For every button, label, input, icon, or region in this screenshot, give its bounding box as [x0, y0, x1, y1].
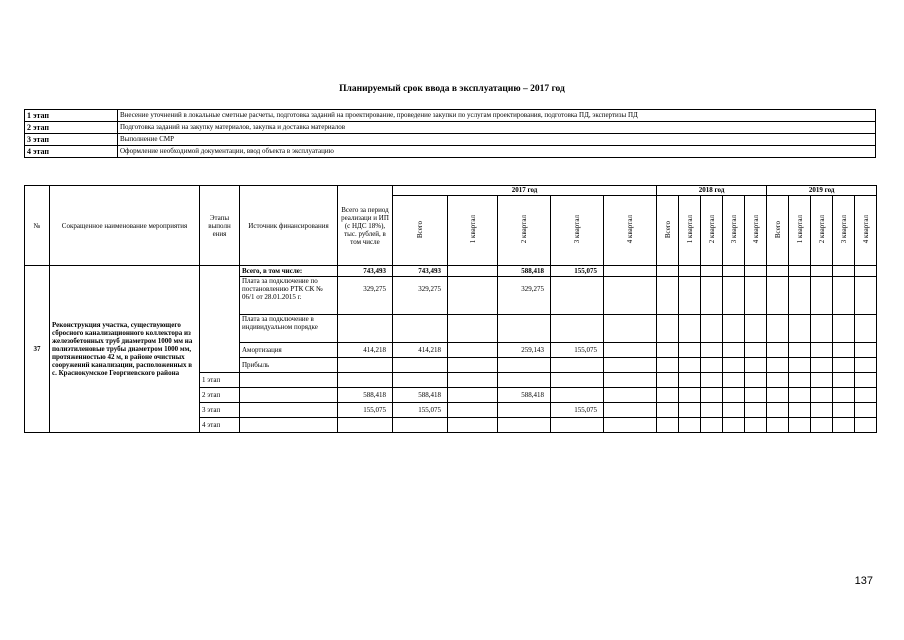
page-number: 137 [854, 575, 873, 587]
cell-2017-q4 [604, 315, 657, 343]
cell-2017-total [393, 358, 448, 373]
cell-2017-q1 [448, 418, 498, 433]
stage-text: Выполнение СМР [118, 134, 876, 146]
col-header-2019-q2: 2 квартал [817, 215, 826, 244]
cell-2017-q4 [604, 358, 657, 373]
source-label: Плата за подключение по постановлению РТК СК № 06/1 от 28.01.2015 г. [240, 277, 338, 315]
cell-2017-q1 [448, 373, 498, 388]
stage-label: 1 этап [200, 373, 240, 388]
col-header-2018-q2: 2 квартал [707, 215, 716, 244]
col-header-2018-total: Всего [663, 220, 672, 239]
cell-total: 329,275 [338, 277, 393, 315]
cell-2017-total: 743,493 [393, 266, 448, 277]
header-row [25, 186, 877, 196]
col-header-2017: 2017 год [393, 186, 657, 196]
cell-2017-q4 [604, 343, 657, 358]
col-header-2018-q3: 3 квартал [729, 215, 738, 244]
stage-cell-empty [200, 266, 240, 373]
col-header-2018-q1: 1 квартал [685, 215, 694, 244]
cell-2017-q2: 259,143 [498, 343, 551, 358]
stage-text: Подготовка заданий на закупку материалов, закупка и доставка материалов [118, 122, 876, 134]
stage-row [25, 122, 876, 134]
cell-2017-q4 [604, 277, 657, 315]
measure-name: Реконструкция участка, существующего сбросного канализационного коллектора из железобетонных труб диаметром 1000 мм на полиэтиленовые трубы диаметром 1000 мм, протяженностью 42 м, в районе очистных сооружений канализации, расположенных в с. Краснокумское Георгиевского района [50, 266, 200, 433]
col-header-2019-q4: 4 квартал [861, 215, 870, 244]
cell-2017-q2 [498, 403, 551, 418]
cell-2017-q3: 155,075 [551, 266, 604, 277]
cell-total: 414,218 [338, 343, 393, 358]
col-header-2018: 2018 год [657, 186, 767, 196]
stage-text: Внесение уточнений в локальные сметные расчеты, подготовка заданий на проектирование, проведение закупки по услугам проектирования, подготовка ПД, экспертизы ПД [118, 110, 876, 122]
stage-row [25, 134, 876, 146]
cell-2017-q2 [498, 358, 551, 373]
cell-2017-q4 [604, 418, 657, 433]
cell-2017-q1 [448, 343, 498, 358]
stage-label: 4 этап [200, 418, 240, 433]
cell-2017-q2: 588,418 [498, 266, 551, 277]
col-header-2018-q4: 4 квартал [751, 215, 760, 244]
cell-2017-total: 155,075 [393, 403, 448, 418]
stage-text: Оформление необходимой документации, ввод объекта в эксплуатацию [118, 146, 876, 158]
col-header-stages: Этапы выполн ения [200, 186, 240, 266]
source-label: Прибыль [240, 358, 338, 373]
col-header-2017-q3: 3 квартал [573, 215, 581, 244]
cell-2017-total: 329,275 [393, 277, 448, 315]
row-number: 37 [25, 266, 50, 433]
stage-key: 4 этап [25, 146, 118, 158]
cell-2017-q4 [604, 373, 657, 388]
source-label: Амортизация [240, 343, 338, 358]
col-header-2019-total: Всего [773, 220, 782, 239]
table-row [25, 266, 877, 277]
stage-key: 2 этап [25, 122, 118, 134]
cell-total [338, 358, 393, 373]
cell-2017-q4 [604, 388, 657, 403]
col-header-source: Источник финансирования [240, 186, 338, 266]
cell-2017-total: 588,418 [393, 388, 448, 403]
cell-2017-q1 [448, 388, 498, 403]
stages-legend-table [24, 109, 876, 158]
cell-2017-q1 [448, 403, 498, 418]
col-header-total: Всего за период реализаци и ИП (с НДС 18%), тыс. рублей, в том числе [338, 186, 393, 266]
cell-2017-q2 [498, 418, 551, 433]
cell-2017-q2: 588,418 [498, 388, 551, 403]
cell-2017-q2 [498, 315, 551, 343]
cell-2017-q1 [448, 266, 498, 277]
schedule-table [24, 185, 877, 433]
cell-total: 155,075 [338, 403, 393, 418]
cell-2017-q3 [551, 358, 604, 373]
source-label: Плата за подключение в индивидуальном порядке [240, 315, 338, 343]
cell-2017-q3: 155,075 [551, 343, 604, 358]
stage-key: 3 этап [25, 134, 118, 146]
col-header-no: № [25, 186, 50, 266]
cell-2017-q3 [551, 418, 604, 433]
page-title: Планируемый срок ввода в эксплуатацию – 2017 год [339, 84, 565, 94]
cell-total: 588,418 [338, 388, 393, 403]
cell-2017-q3 [551, 315, 604, 343]
col-header-2017-q4: 4 квартал [626, 215, 635, 244]
cell-2017-q3 [551, 388, 604, 403]
cell-2017-q2 [498, 373, 551, 388]
cell-2017-q4 [604, 403, 657, 418]
cell-2017-q3 [551, 373, 604, 388]
col-header-2017-q1: 1 квартал [468, 215, 477, 244]
cell-2017-q1 [448, 358, 498, 373]
cell-total [338, 373, 393, 388]
col-header-name: Сокращенное наименование мероприятия [50, 186, 200, 266]
stage-key: 1 этап [25, 110, 118, 122]
cell-2017-total: 414,218 [393, 343, 448, 358]
stage-label: 2 этап [200, 388, 240, 403]
cell-2017-q2: 329,275 [498, 277, 551, 315]
col-header-2019-q1: 1 квартал [795, 215, 804, 244]
cell-2017-total [393, 315, 448, 343]
col-header-2019: 2019 год [767, 186, 877, 196]
stage-label: 3 этап [200, 403, 240, 418]
col-header-2017-q2: 2 квартал [520, 215, 528, 244]
stage-row [25, 110, 876, 122]
cell-2017-q1 [448, 315, 498, 343]
col-header-2017-total: Всего [416, 220, 424, 239]
cell-2017-total [393, 418, 448, 433]
cell-2017-q4 [604, 266, 657, 277]
col-header-2019-q3: 3 квартал [839, 215, 848, 244]
cell-total [338, 315, 393, 343]
cell-total: 743,493 [338, 266, 393, 277]
cell-2017-q1 [448, 277, 498, 315]
cell-2017-q3: 155,075 [551, 403, 604, 418]
source-label: Всего, в том числе: [240, 266, 338, 277]
stage-row [25, 146, 876, 158]
cell-2017-total [393, 373, 448, 388]
cell-2017-q3 [551, 277, 604, 315]
cell-total [338, 418, 393, 433]
